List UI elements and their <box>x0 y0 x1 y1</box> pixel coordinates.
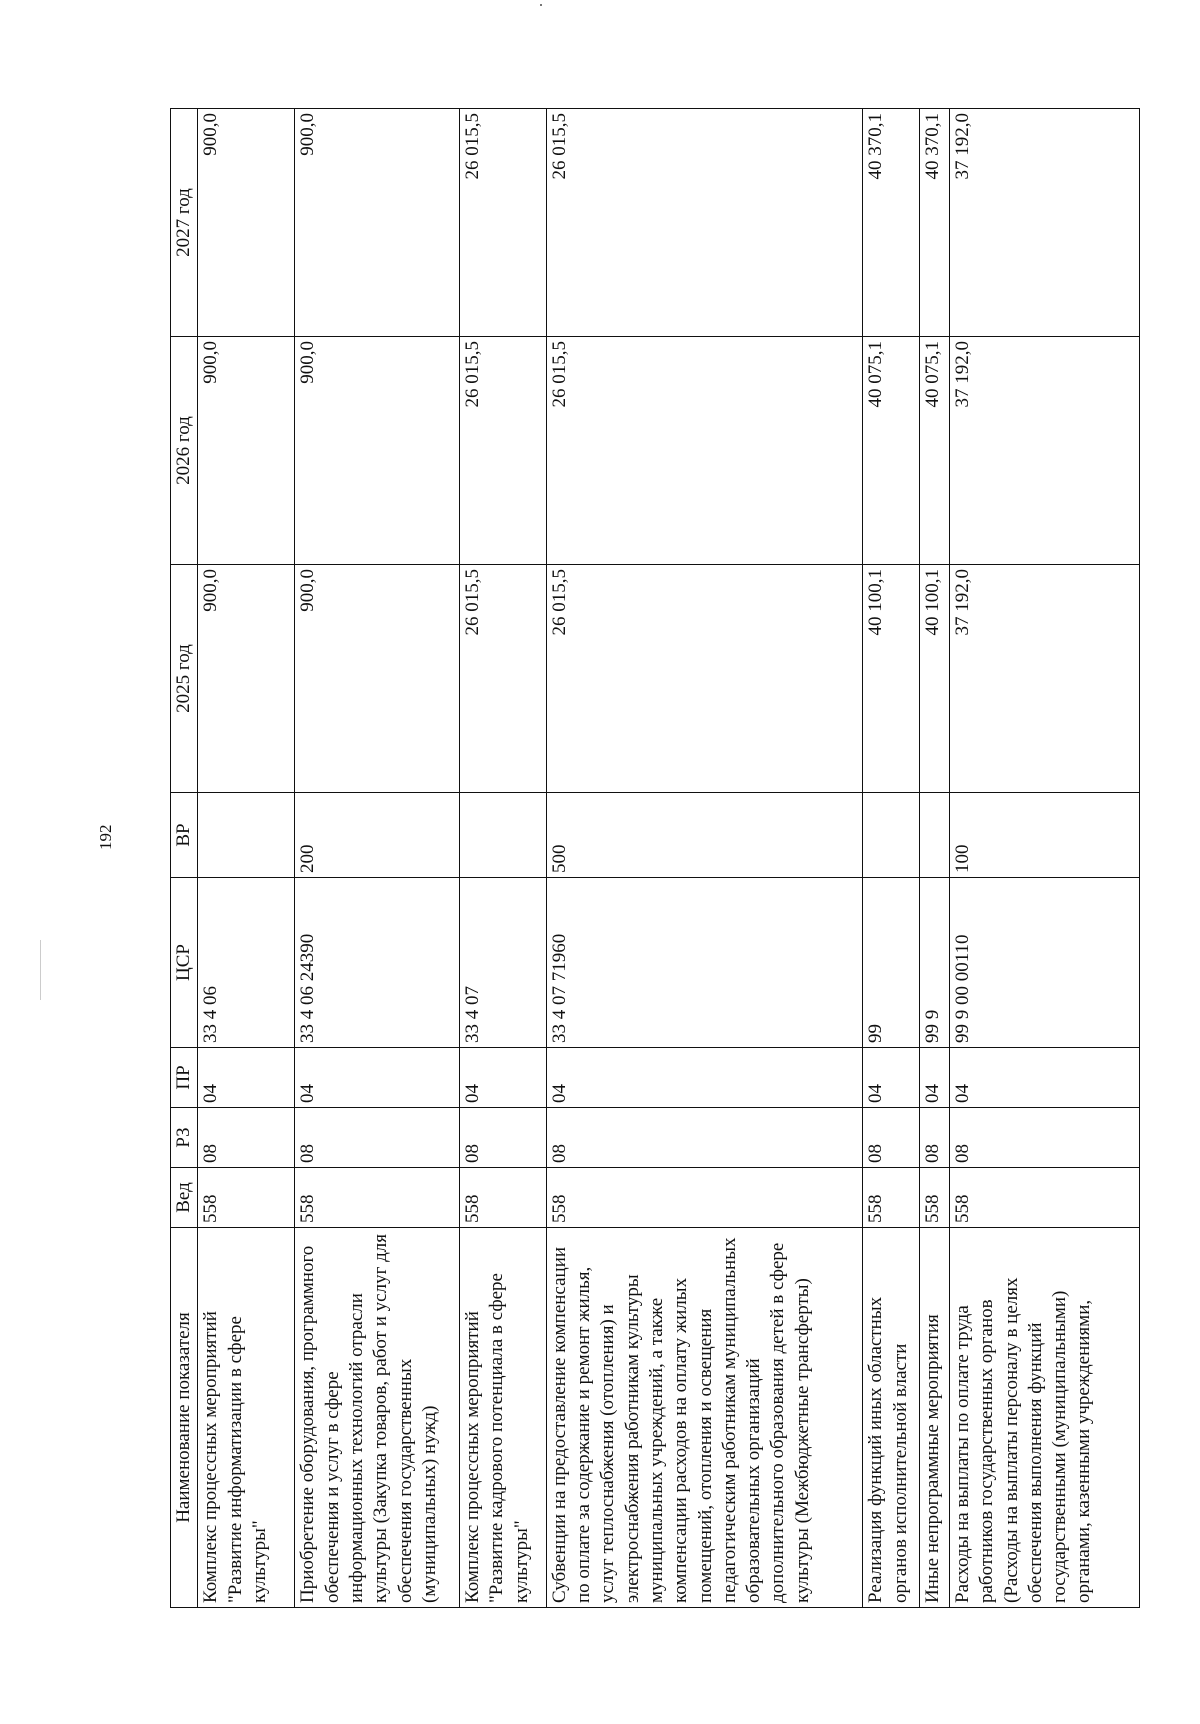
cell-vr: 200 <box>295 793 460 878</box>
cell-2025: 900,0 <box>295 565 460 793</box>
cell-2026: 26 015,5 <box>460 337 547 565</box>
scan-artifact <box>40 940 41 1000</box>
cell-csr: 99 9 00 00110 <box>949 878 1139 1048</box>
cell-csr: 33 4 06 <box>198 878 295 1048</box>
cell-2026: 26 015,5 <box>546 337 863 565</box>
cell-vr <box>920 793 950 878</box>
cell-2026: 37 192,0 <box>949 337 1139 565</box>
cell-2027: 900,0 <box>295 109 460 337</box>
cell-csr: 33 4 07 71960 <box>546 878 863 1048</box>
cell-2027: 37 192,0 <box>949 109 1139 337</box>
cell-2025: 40 100,1 <box>863 565 920 793</box>
cell-ved: 558 <box>863 1168 920 1228</box>
cell-vr <box>198 793 295 878</box>
header-2026: 2026 год <box>171 337 198 565</box>
header-csr: ЦСР <box>171 878 198 1048</box>
cell-rz: 08 <box>863 1108 920 1168</box>
cell-csr: 99 <box>863 878 920 1048</box>
cell-ved: 558 <box>198 1168 295 1228</box>
cell-2027: 40 370,1 <box>920 109 950 337</box>
table-row <box>863 109 920 1608</box>
scan-artifact <box>540 4 542 6</box>
cell-2026: 40 075,1 <box>863 337 920 565</box>
cell-ved: 558 <box>546 1168 863 1228</box>
cell-name: Иные непрограммные мероприятия <box>920 1228 950 1608</box>
cell-rz: 08 <box>920 1108 950 1168</box>
cell-name: Реализация функций иных областных органов исполнительной власти <box>863 1228 920 1608</box>
header-pr: ПР <box>171 1048 198 1108</box>
budget-table-container <box>170 108 1140 1608</box>
cell-rz: 08 <box>546 1108 863 1168</box>
cell-2025: 900,0 <box>198 565 295 793</box>
table-row <box>949 109 1139 1608</box>
table-row <box>295 109 460 1608</box>
cell-csr: 33 4 07 <box>460 878 547 1048</box>
cell-pr: 04 <box>295 1048 460 1108</box>
header-2027: 2027 год <box>171 109 198 337</box>
cell-2025: 40 100,1 <box>920 565 950 793</box>
cell-pr: 04 <box>198 1048 295 1108</box>
cell-rz: 08 <box>295 1108 460 1168</box>
cell-ved: 558 <box>920 1168 950 1228</box>
cell-csr: 33 4 06 24390 <box>295 878 460 1048</box>
cell-2027: 40 370,1 <box>863 109 920 337</box>
cell-ved: 558 <box>949 1168 1139 1228</box>
cell-rz: 08 <box>198 1108 295 1168</box>
header-name: Наименование показателя <box>171 1228 198 1608</box>
page-number: 192 <box>96 824 115 850</box>
cell-ved: 558 <box>295 1168 460 1228</box>
table-row <box>546 109 863 1608</box>
header-2025: 2025 год <box>171 565 198 793</box>
budget-table <box>170 108 1140 1608</box>
table-row <box>920 109 950 1608</box>
header-vr: ВР <box>171 793 198 878</box>
cell-csr: 99 9 <box>920 878 950 1048</box>
header-rz: РЗ <box>171 1108 198 1168</box>
cell-ved: 558 <box>460 1168 547 1228</box>
table-row <box>460 109 547 1608</box>
cell-2026: 900,0 <box>295 337 460 565</box>
table-row <box>198 109 295 1608</box>
cell-2025: 26 015,5 <box>546 565 863 793</box>
cell-pr: 04 <box>920 1048 950 1108</box>
table-header-row <box>171 109 198 1608</box>
cell-2026: 40 075,1 <box>920 337 950 565</box>
cell-name: Комплекс процессных мероприятий "Развитие информатизации в сфере культуры" <box>198 1228 295 1608</box>
cell-2025: 37 192,0 <box>949 565 1139 793</box>
cell-vr <box>863 793 920 878</box>
cell-name: Приобретение оборудования, программного обеспечения и услуг в сфере информационных технологий отрасли культуры (Закупка товаров, работ и услуг для обеспечения государственных (муниципальных) нужд) <box>295 1228 460 1608</box>
cell-name: Комплекс процессных мероприятий "Развитие кадрового потенциала в сфере культуры" <box>460 1228 547 1608</box>
cell-2027: 26 015,5 <box>460 109 547 337</box>
cell-rz: 08 <box>460 1108 547 1168</box>
cell-pr: 04 <box>863 1048 920 1108</box>
header-ved: Вед <box>171 1168 198 1228</box>
cell-2027: 900,0 <box>198 109 295 337</box>
cell-2025: 26 015,5 <box>460 565 547 793</box>
cell-name: Субвенции на предоставление компенсации по оплате за содержание и ремонт жилья, услуг теплоснабжения (отопления) и электроснабжения работникам культуры муниципальных учреждений, а также компенсации расходов на оплату жилых помещений, отопления и освещения педагогическим работникам муниципальных образовательных организаций дополнительного образования детей в сфере культуры (Межбюджетные трансферты) <box>546 1228 863 1608</box>
cell-2026: 900,0 <box>198 337 295 565</box>
cell-2027: 26 015,5 <box>546 109 863 337</box>
cell-pr: 04 <box>546 1048 863 1108</box>
cell-vr: 500 <box>546 793 863 878</box>
cell-name: Расходы на выплаты по оплате труда работников государственных органов (Расходы на выплаты персоналу в целях обеспечения выполнения функций государственными (муниципальными) органами, казенными учреждениями, <box>949 1228 1139 1608</box>
cell-pr: 04 <box>949 1048 1139 1108</box>
cell-vr: 100 <box>949 793 1139 878</box>
cell-rz: 08 <box>949 1108 1139 1168</box>
cell-pr: 04 <box>460 1048 547 1108</box>
cell-vr <box>460 793 547 878</box>
